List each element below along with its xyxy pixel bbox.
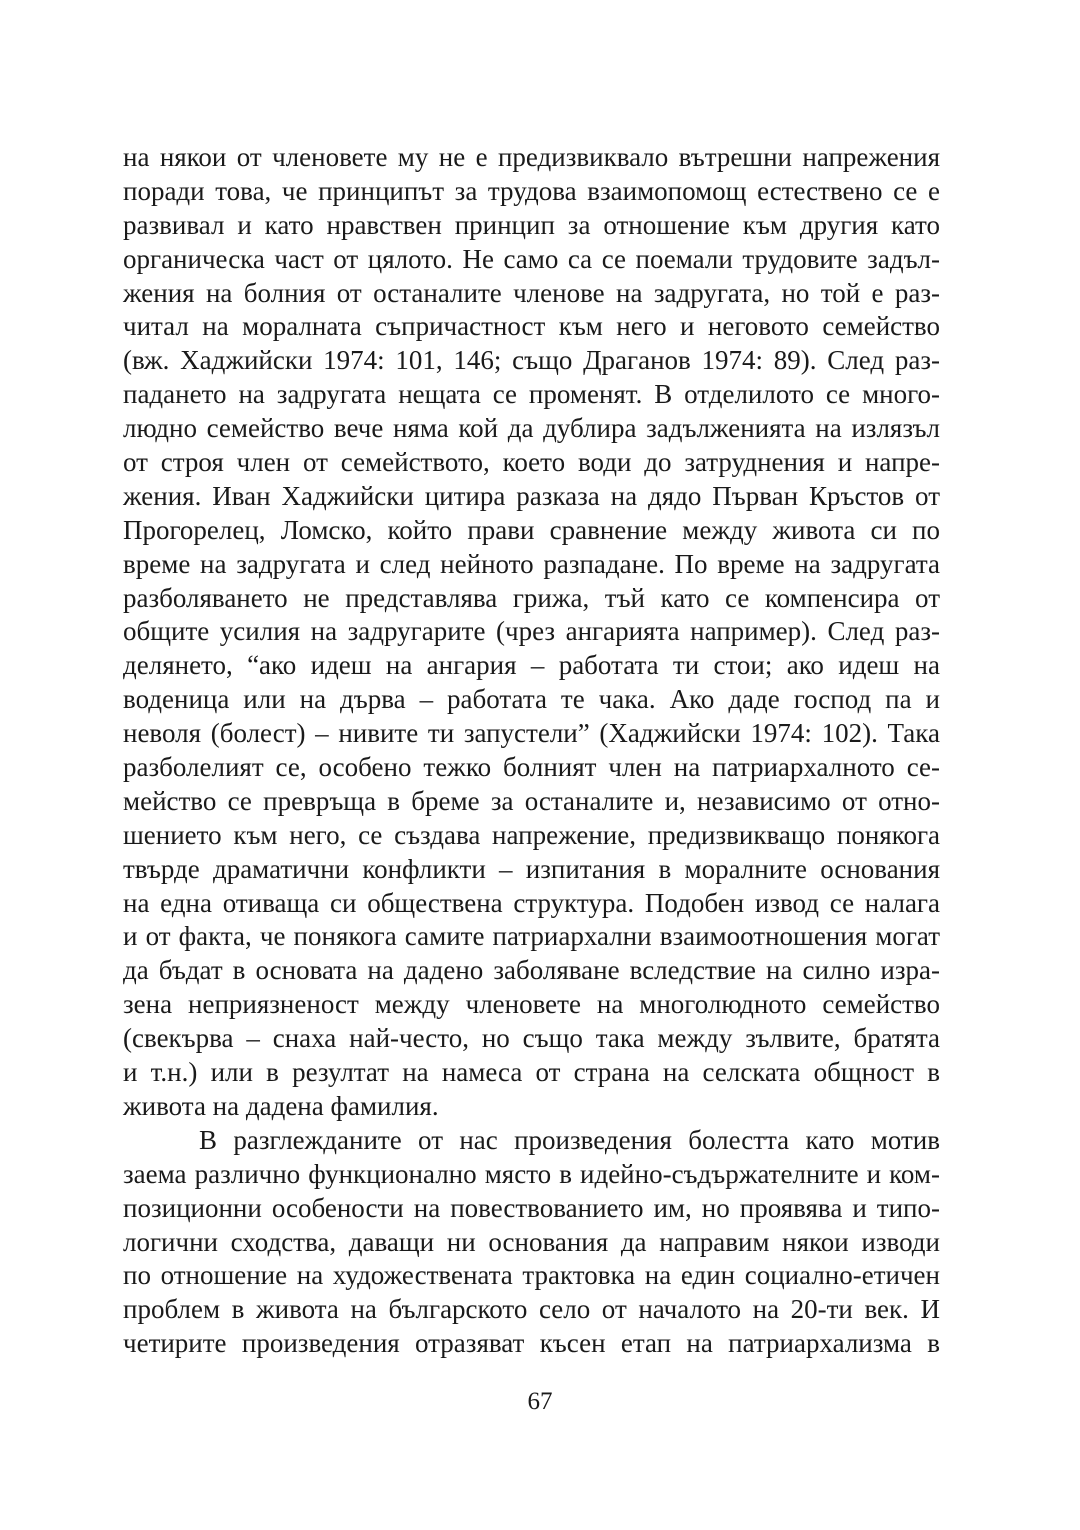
- text-line: В разглежданите от нас произведения болестта като мотив: [199, 1124, 940, 1155]
- text-line: разболяването не представлява грижа, тъй като се компенсира от: [123, 582, 940, 613]
- text-line: по отношение на художествената трактовка на един социално-етичен: [123, 1260, 940, 1291]
- text-line: падането на задругата нещата се променят. В отделилото се много-: [123, 379, 940, 410]
- text-line: живота на дадена фамилия.: [123, 1090, 439, 1121]
- text-line: и от факта, че понякога самите патриархални взаимоотношения могат: [123, 921, 940, 952]
- text-line: твърде драматични конфликти – изпитания в моралните основания: [123, 853, 940, 884]
- text-line: людно семейство вече няма кой да дублира задълженията на излязъл: [123, 413, 940, 444]
- text-line: воденица или на дърва – работата те чака. Ако даде господ па и: [123, 684, 940, 715]
- text-line: жения на болния от останалите членове на задругата, но той е раз-: [123, 277, 940, 308]
- text-line: (вж. Хаджийски 1974: 101, 146; също Драганов 1974: 89). След раз-: [123, 345, 940, 376]
- text-line: читал на моралната съпричастност към него и неговото семейство: [123, 311, 940, 342]
- text-line: поради това, че принципът за трудова взаимопомощ естествено се е: [123, 175, 940, 206]
- text-line: и т.н.) или в резултат на намеса от страна на селската общност в: [123, 1057, 940, 1088]
- text-line: разболелият се, особено тежко болният член на патриархалното се-: [123, 752, 940, 783]
- text-line: на някои от членовете му не е предизвиквало вътрешни напрежения: [123, 142, 940, 172]
- text-line: позиционни особености на повествованието им, но проявява и типо-: [123, 1192, 940, 1223]
- text-line: Прогорелец, Ломско, който прави сравнение между живота си по: [123, 514, 940, 545]
- text-line: мейство се превръща в бреме за останалите и, независимо от отно-: [123, 785, 940, 816]
- text-line: делянето, “ако идеш на ангария – работата ти стои; ако идеш на: [123, 650, 940, 681]
- text-line: четирите произведения отразяват късен етап на патриархализма в: [123, 1328, 940, 1359]
- text-line: жения. Иван Хаджийски цитира разказа на дядо Първан Кръстов от: [123, 480, 940, 511]
- text-line: време на задругата и след нейното разпадане. По време на задругата: [123, 548, 940, 579]
- paragraph-2: [123, 1124, 940, 1361]
- text-line: проблем в живота на българското село от началото на 20-ти век. И: [123, 1294, 940, 1325]
- page-body: [123, 141, 940, 1361]
- text-line: шението към него, се създава напрежение, предизвикващо понякога: [123, 819, 940, 850]
- text-line: на една отиваща си обществена структура. Подобен извод се налага: [123, 887, 940, 918]
- text-line: (свекърва – снаха най-често, но също така между зълвите, братята: [123, 1023, 940, 1054]
- text-line: от строя член от семейството, което води до затруднения и напре-: [123, 447, 940, 478]
- text-line: да бъдат в основата на дадено заболяване вследствие на силно изра-: [123, 955, 940, 986]
- text-line: неволя (болест) – нивите ти запустели” (Хаджийски 1974: 102). Така: [123, 718, 940, 749]
- text-line: общите усилия на задругарите (чрез ангарията например). След раз-: [123, 616, 940, 647]
- text-line: заема различно функционално място в идейно-съдържателните и ком-: [123, 1158, 940, 1189]
- text-line: логични сходства, даващи ни основания да направим някои изводи: [123, 1226, 940, 1257]
- text-line: развивал и като нравствен принцип за отношение към другия като: [123, 209, 940, 240]
- text-line: органическа част от цялото. Не само са се поемали трудовите задъл-: [123, 243, 940, 274]
- text-line: зена неприязненост между членовете на многолюдното семейство: [123, 989, 940, 1020]
- page-number: 67: [527, 1388, 553, 1415]
- paragraph-1: [123, 141, 940, 1124]
